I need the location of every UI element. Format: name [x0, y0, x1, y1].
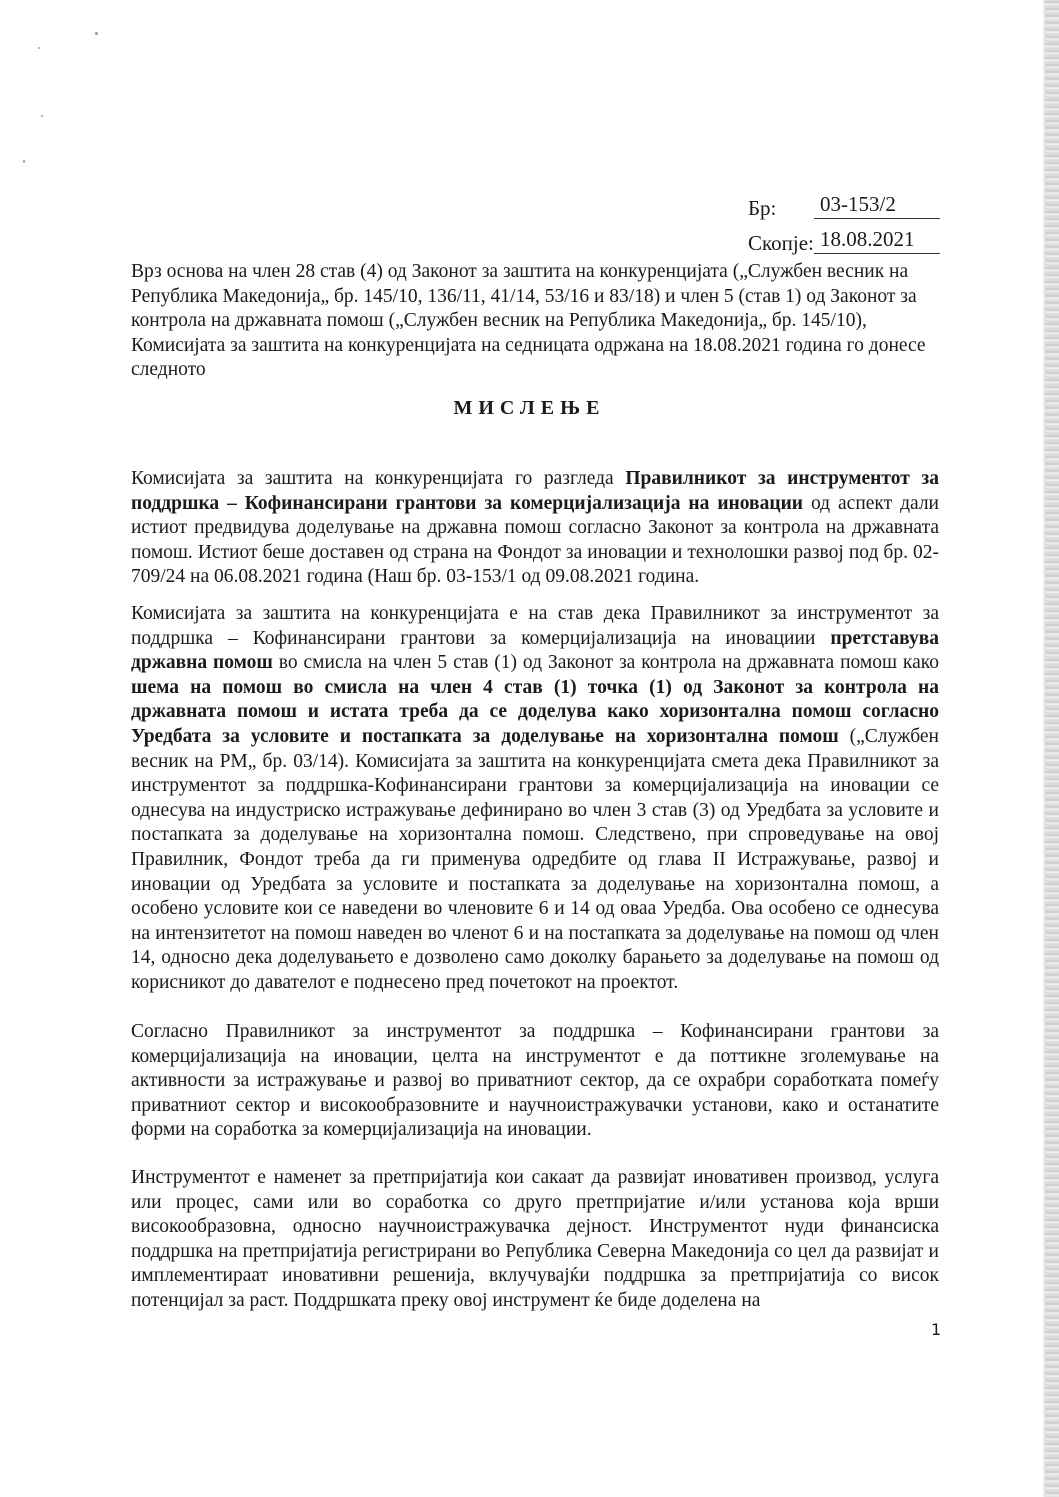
page-number: 1: [931, 1320, 942, 1339]
reference-number-row: [748, 184, 940, 219]
paragraph-2-text-end: („Службен весник на РМ„ бр. 03/14). Комисијата за заштита на конкуренцијата смета дека Правилникот за инструментот за поддршка-Кофинансирани грантови за комерцијализација на иновации се однесува на индустриско истражување дефинирано во член 3 став (3) од Уредбата за условите и постапката за доделување на хоризонтална помош. Следствено, при спроведување на овој Правилник, Фондот треба да ги применува одредбите од глава II Истражување, развој и иновации од Уредбата за условите и постапката за доделување на хоризонтална помош, а особено условите кои се наведени во членовите 6 и 14 од оваа Уредба. Ова особено се однесува на интензитетот на помош наведен во членот 6 и на постапката за доделување на помош од член 14, односно дека доделувањето е дозволено само доколку барањето за доделување на помош од корисникот до давателот е поднесено пред почетокот на проектот.: [131, 725, 939, 993]
reference-date-value: 18.08.2021: [814, 229, 940, 254]
reference-number-value: 03-153/2: [814, 194, 940, 219]
paragraph-1-text: Комисијата за заштита на конкуренцијата го разгледа: [131, 468, 626, 489]
scan-speck: [38, 47, 40, 49]
paragraph-1-bold: Правилникот за инструментот за поддршка – Кофинансирани грантови за комерцијализација на иновации: [131, 468, 939, 514]
paragraph-2-bold: претставува државна помош: [131, 627, 939, 674]
document-title: МИСЛЕЊЕ: [453, 397, 606, 419]
scan-edge-line: [1043, 0, 1045, 1497]
paragraph-1-text-end: од аспект дали истиот предвидува доделување на државна помош согласно Законот за контрола на државната помош. Истиот беше доставен од страна на Фондот за иновации и технолошки развој под бр. 02-709/24 на 06.08.2021 година (Наш бр. 03-153/1 од 09.08.2021 година.: [131, 492, 939, 588]
paragraph-2-text-mid: во смисла на член 5 став (1) од Законот за контрола на државната помош како: [272, 652, 939, 674]
paragraph-1: [131, 467, 939, 590]
reference-date-row: [748, 219, 940, 254]
paragraph-2-text: Комисијата за заштита на конкуренцијата е на став дека Правилникот за инструментот за поддршка – Кофинансирани грантови за комерцијализација на иновациии: [131, 603, 939, 649]
scan-speck: [23, 160, 25, 163]
intro-paragraph: Врз основа на член 28 став (4) од Законот за заштита на конкуренцијата („Службен весник на Република Македонија„ бр. 145/10, 136/11, 41/14, 53/16 и 83/18) и член 5 (став 1) од Законот за контрола на државната помош („Службен весник на Република Македонија„ бр. 145/10), Комисијата за заштита на конкуренцијата на седницата одржана на 18.08.2021 година го донесе следното: [131, 261, 926, 381]
reference-place-label: Скопје:: [748, 231, 814, 255]
scan-speck: [95, 32, 98, 35]
paragraph-3: Согласно Правилникот за инструментот за поддршка – Кофинансирани грантови за комерцијализација на иновации, целта на инструментот е да поттикне зголемување на активности за истражување и развој во приватниот сектор, да се охрабри соработката помеѓу приватниот сектор и високообразовните и научноистражувачки установи, како и останатите форми на соработка за комерцијализација на иновации.: [131, 1021, 939, 1141]
scan-edge-shadow: [1045, 0, 1059, 1497]
paragraph-4: Инструментот е наменет за претпријатија кои сакаат да развијат иновативен производ, услуга или процес, сами или во соработка со друго претпријатие и/или установа која врши високообразовна, односно научноистражувачка дејност. Инструментот нуди финансиска поддршка на претпријатија регистрирани во Република Северна Македонија со цел да развијат и имплементираат иновативни решенија, вклучувајќи поддршка за претпријатија со висок потенцијал за раст. Поддршката преку овој инструмент ќе биде доделена на: [131, 1167, 939, 1311]
paragraph-2-bold-2: шема на помош во смисла на член 4 став (1) точка (1) од Законот за контрола на државната помош и истата треба да се доделува како хоризонтална помош согласно Уредбата за условите и постапката за доделување на хоризонтална помош: [131, 676, 939, 747]
scan-speck: [41, 115, 43, 117]
reference-block: [748, 184, 940, 254]
paragraph-2: [131, 602, 939, 996]
reference-number-label: Бр:: [748, 196, 777, 220]
